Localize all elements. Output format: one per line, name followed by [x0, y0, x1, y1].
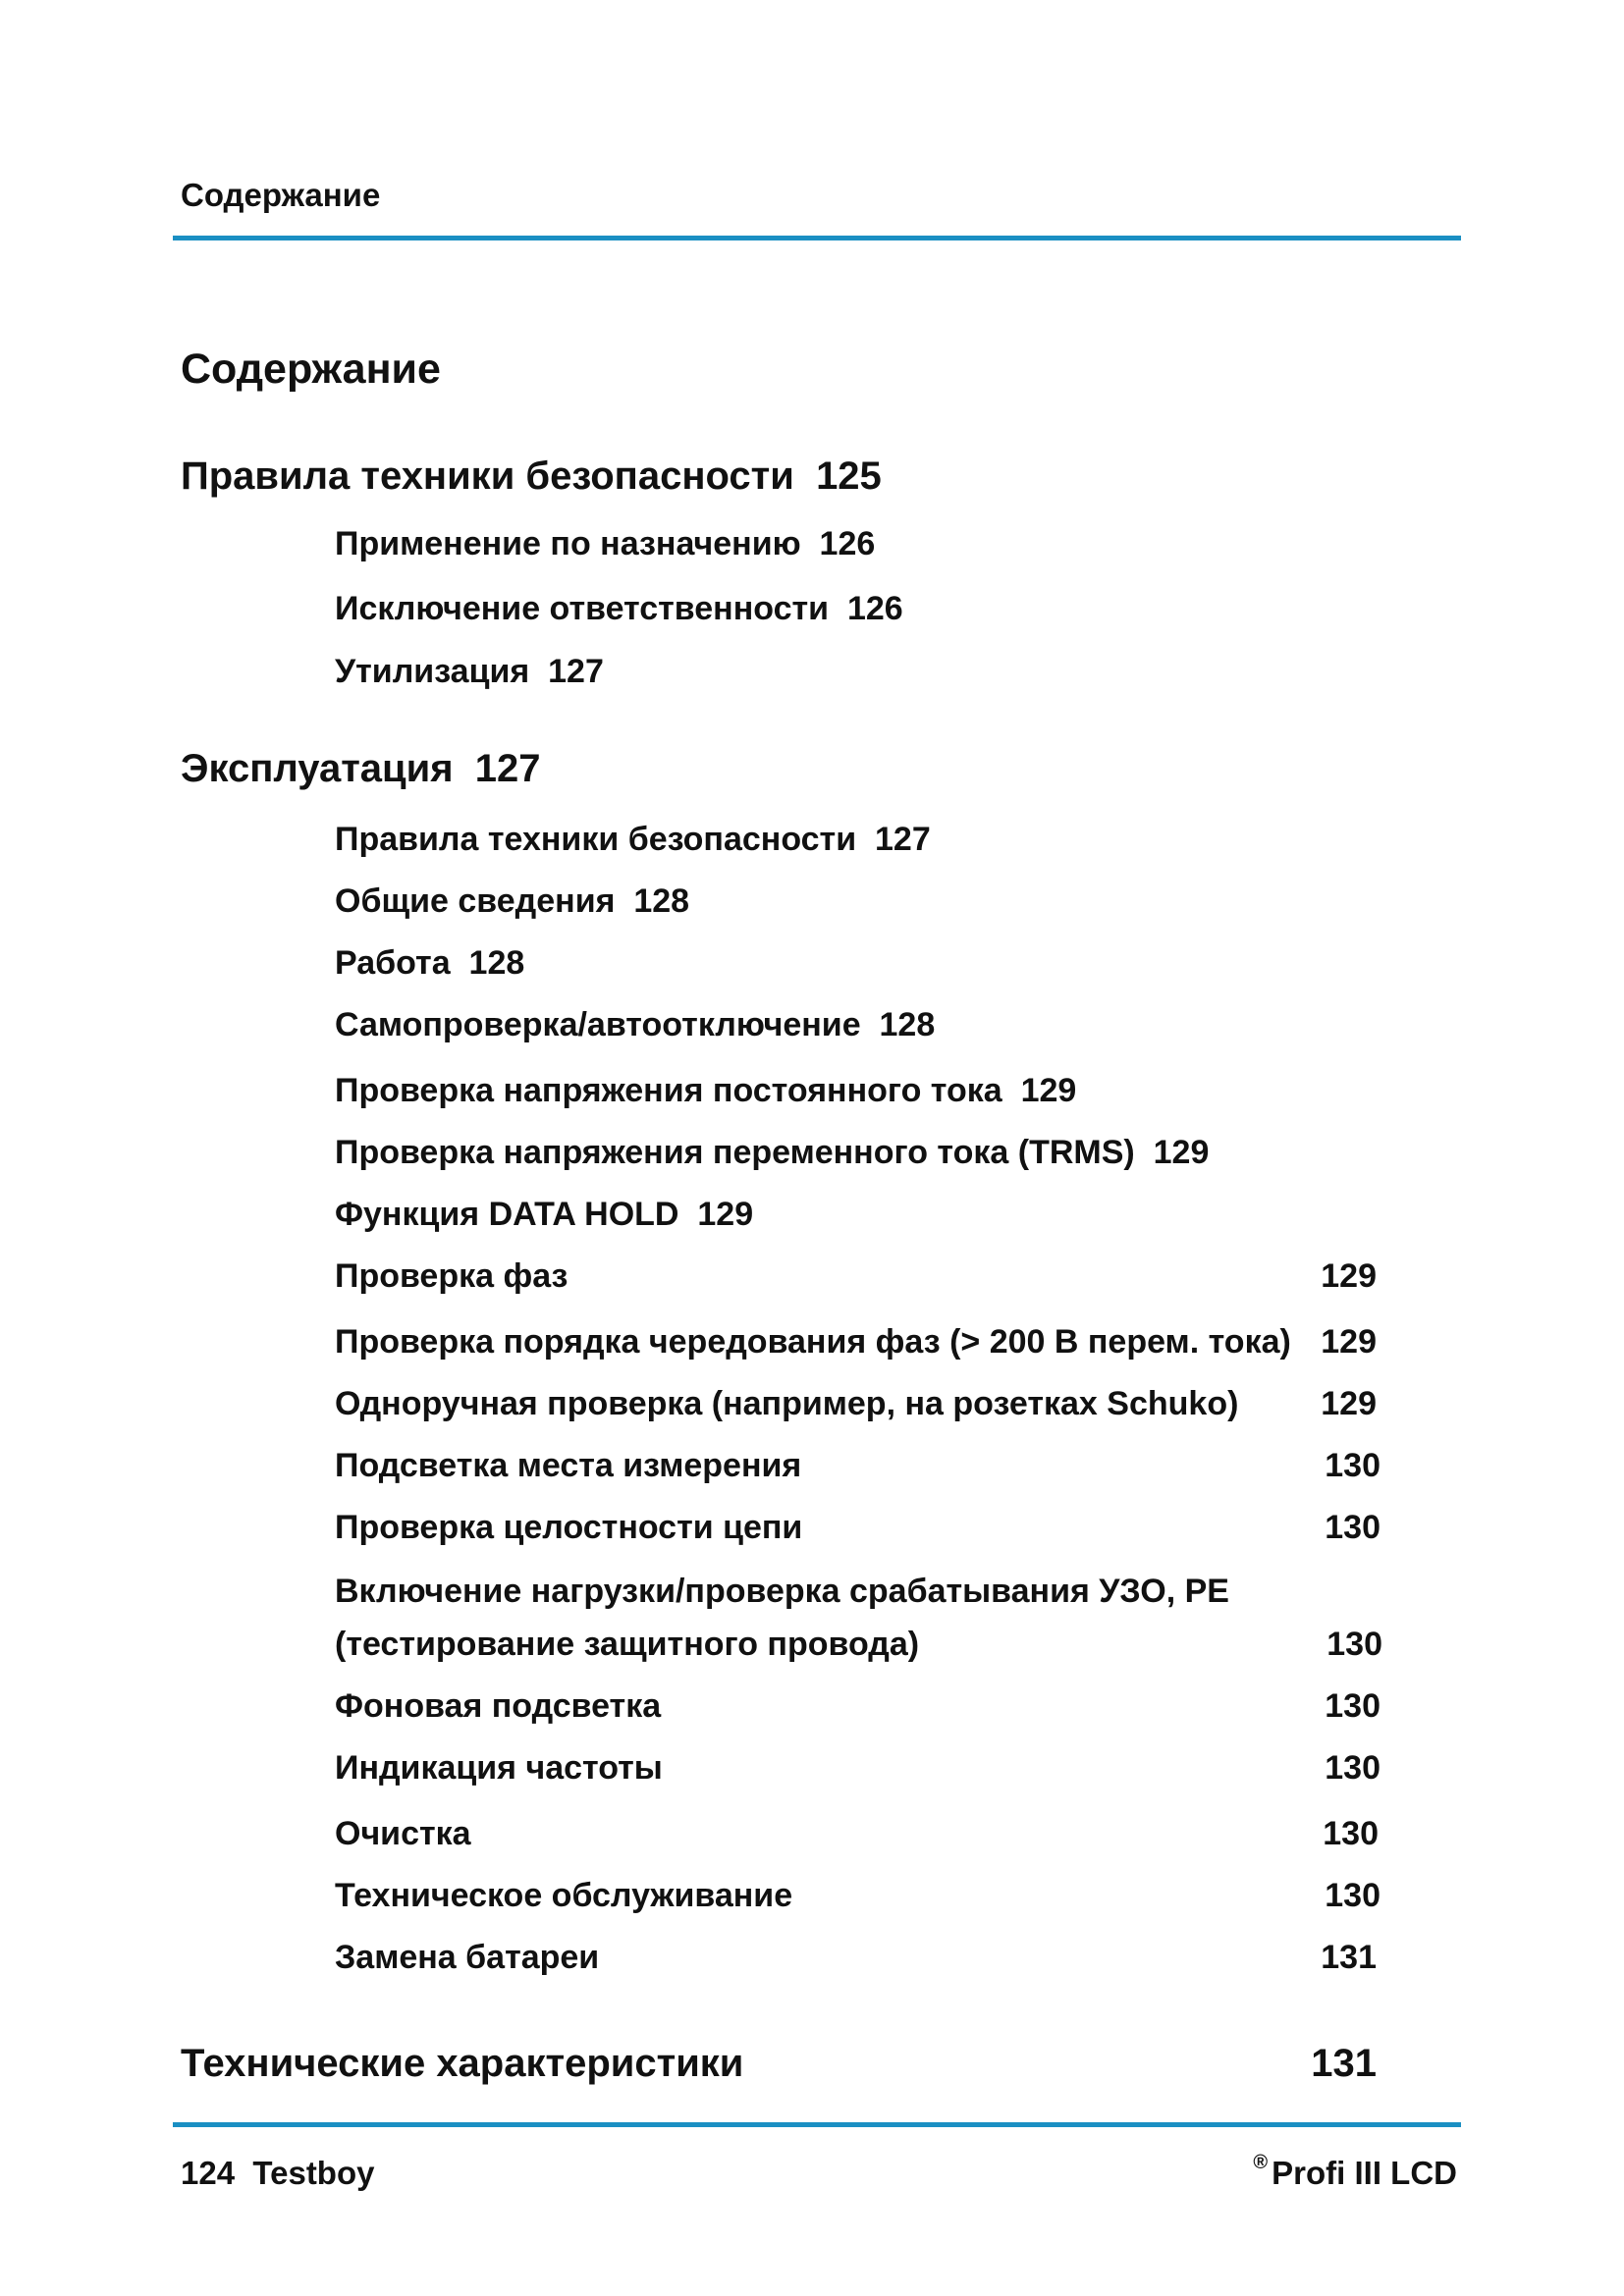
- toc-entry-title: Проверка фаз: [335, 1257, 568, 1295]
- toc-entry[interactable]: [335, 1877, 792, 1915]
- toc-entry-title: Очистка: [335, 1815, 471, 1852]
- toc-entry-page: 128: [468, 944, 525, 982]
- footer-left: [181, 2155, 374, 2192]
- toc-entry-page: 130: [1323, 1815, 1379, 1852]
- toc-entry-title: Подсветка места измерения: [335, 1447, 802, 1484]
- toc-entry-page: 130: [1325, 1447, 1380, 1484]
- toc-entry-page: 129: [1321, 1385, 1377, 1422]
- footer-brand: Testboy: [252, 2155, 375, 2191]
- toc-entry-title: Общие сведения: [335, 882, 616, 920]
- toc-entry-page: 127: [875, 821, 931, 858]
- toc-entry[interactable]: [335, 653, 604, 691]
- footer-rule: [173, 2122, 1461, 2127]
- toc-section-specifications[interactable]: [181, 2042, 743, 2086]
- toc-entry[interactable]: [335, 1509, 802, 1547]
- toc-entry[interactable]: [335, 1006, 935, 1044]
- footer-page-number: 124: [181, 2155, 236, 2191]
- running-header-title: Содержание: [181, 177, 381, 213]
- toc-entry[interactable]: [335, 1939, 599, 1977]
- page-title: Содержание: [181, 346, 441, 393]
- toc-entry[interactable]: [335, 590, 903, 628]
- toc-entry[interactable]: [335, 1687, 661, 1726]
- toc-section-title: Эксплуатация: [181, 747, 454, 790]
- toc-entry[interactable]: [335, 944, 524, 983]
- toc-entry-title: Техническое обслуживание: [335, 1877, 793, 1914]
- toc-entry-page: 126: [846, 590, 903, 627]
- toc-section-operation[interactable]: [181, 747, 541, 791]
- toc-entry-title-continued: (тестирование защитного провода): [335, 1626, 920, 1663]
- registered-mark: ®: [1253, 2152, 1269, 2173]
- toc-entry-page: 130: [1325, 1509, 1380, 1546]
- header-rule: [173, 236, 1461, 240]
- toc-entry[interactable]: [335, 525, 875, 563]
- toc-entry-title: Утилизация: [335, 653, 530, 690]
- toc-entry[interactable]: [335, 1323, 1291, 1362]
- toc-entry-title: Функция DATA HOLD: [335, 1196, 679, 1233]
- toc-entry-page: 128: [879, 1006, 936, 1043]
- toc-entry[interactable]: [335, 821, 931, 859]
- toc-section-page: 127: [474, 747, 541, 790]
- toc-entry-page: 130: [1325, 1749, 1380, 1787]
- toc-entry-title: Проверка напряжения постоянного тока: [335, 1072, 1002, 1109]
- toc-entry-title: Замена батареи: [335, 1939, 600, 1976]
- toc-entry-page: 129: [697, 1196, 754, 1233]
- toc-section-page: 131: [1311, 2042, 1377, 2085]
- toc-entry-title: Одноручная проверка (например, на розетках Schuko): [335, 1385, 1239, 1422]
- toc-entry[interactable]: [335, 1573, 1229, 1611]
- toc-entry-page: 129: [1321, 1257, 1377, 1295]
- toc-entry[interactable]: [335, 1257, 568, 1296]
- toc-entry-title: Самопроверка/автоотключение: [335, 1006, 861, 1043]
- footer-product: Profi III LCD: [1272, 2155, 1457, 2191]
- toc-entry-page: 130: [1326, 1626, 1382, 1663]
- toc-entry[interactable]: [335, 1385, 1238, 1423]
- toc-entry-page: 127: [548, 653, 604, 690]
- toc-entry[interactable]: [335, 1072, 1076, 1110]
- toc-section-page: 125: [816, 454, 882, 498]
- toc-entry-title: Исключение ответственности: [335, 590, 830, 627]
- toc-entry-page: 129: [1321, 1323, 1377, 1361]
- toc-section-title: Правила техники безопасности: [181, 454, 794, 498]
- toc-entry-title: Фоновая подсветка: [335, 1687, 662, 1725]
- toc-entry-page: 129: [1020, 1072, 1077, 1109]
- toc-section-title: Технические характеристики: [181, 2042, 744, 2085]
- toc-section-safety[interactable]: [181, 454, 882, 499]
- toc-entry-title: Проверка напряжения переменного тока (TRMS): [335, 1134, 1135, 1171]
- toc-entry-page: 126: [819, 525, 876, 562]
- toc-entry[interactable]: [335, 882, 689, 921]
- toc-entry-page: 130: [1325, 1687, 1380, 1725]
- toc-entry[interactable]: [335, 1749, 663, 1788]
- toc-entry-title: Проверка порядка чередования фаз (> 200 В перем. тока): [335, 1323, 1291, 1361]
- toc-entry-page: 130: [1325, 1877, 1380, 1914]
- toc-entry-title: Индикация частоты: [335, 1749, 663, 1787]
- toc-entry-page: 129: [1153, 1134, 1210, 1171]
- toc-entry-title: Работа: [335, 944, 451, 982]
- toc-entry-title: Включение нагрузки/проверка срабатывания УЗО, PE: [335, 1573, 1229, 1610]
- footer-right: [1253, 2152, 1457, 2192]
- toc-entry[interactable]: [335, 1447, 801, 1485]
- toc-entry-page: 128: [633, 882, 690, 920]
- toc-entry[interactable]: [335, 1196, 753, 1234]
- toc-entry-title: Применение по назначению: [335, 525, 801, 562]
- toc-entry[interactable]: [335, 1134, 1209, 1172]
- toc-entry-title: Проверка целостности цепи: [335, 1509, 803, 1546]
- toc-entry[interactable]: [335, 1815, 471, 1853]
- toc-entry-page: 131: [1321, 1939, 1377, 1976]
- toc-entry-title: Правила техники безопасности: [335, 821, 857, 858]
